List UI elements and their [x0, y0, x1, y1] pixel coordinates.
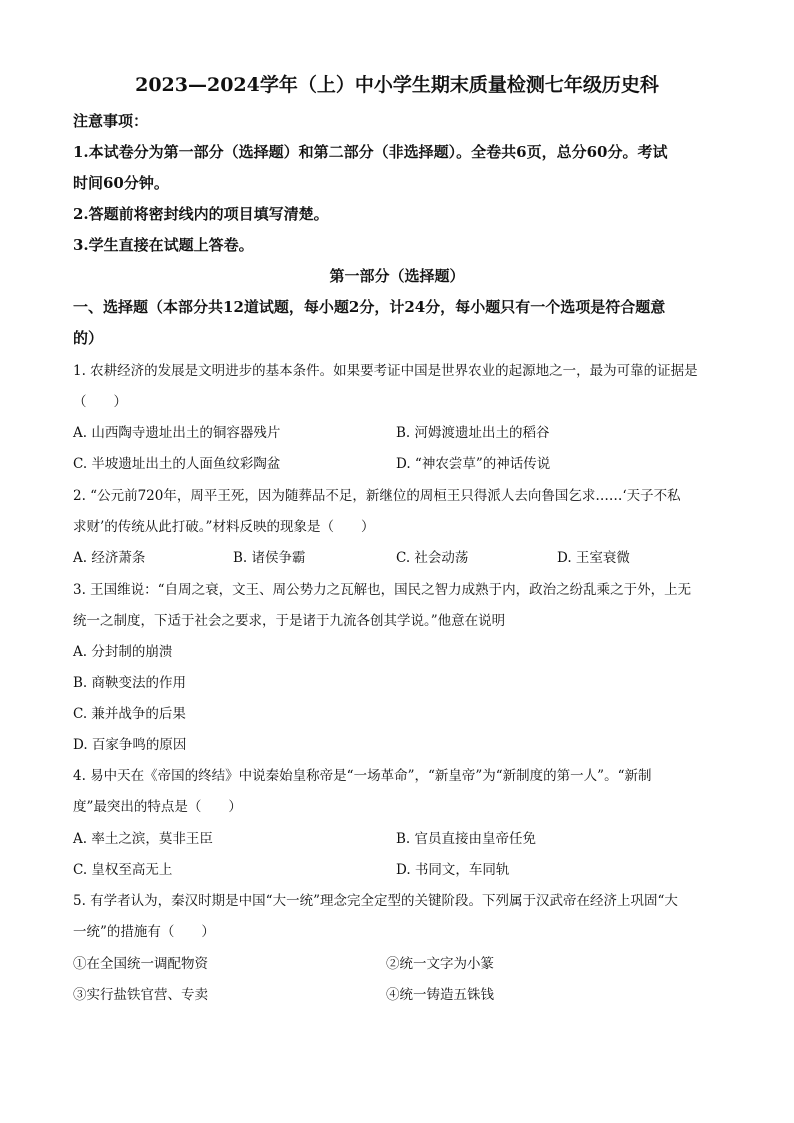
- option-b: B. 河姆渡遗址出土的稻谷: [396, 425, 550, 441]
- section-heading: 一、选择题（本部分共12道试题，每小题2分，计24分，每小题只有一个选项是符合题意: [73, 298, 666, 316]
- statement-4: ④统一铸造五铢钱: [386, 987, 494, 1003]
- notes-heading: 注意事项：: [73, 112, 149, 130]
- question-stem: （ ）: [73, 394, 127, 410]
- option-d: D. “神农尝草”的神话传说: [396, 456, 551, 472]
- question-stem: 3. 王国维说：“自周之衰，文王、周公势力之瓦解也，国民之智力成熟于内，政治之纷乱乘之于外，上无: [73, 582, 692, 598]
- option-a: A. 分封制的崩溃: [73, 644, 173, 660]
- question-stem: 求财’的传统从此打破。”材料反映的现象是（ ）: [73, 519, 375, 535]
- note-line: 2.答题前将密封线内的项目填写清楚。: [73, 205, 329, 223]
- question-stem: 1. 农耕经济的发展是文明进步的基本条件。如果要考证中国是世界农业的起源地之一，最为可靠的证据是: [73, 363, 698, 379]
- option-d: D. 王室衰微: [557, 550, 630, 566]
- option-c: C. 半坡遗址出土的人面鱼纹彩陶盆: [73, 456, 281, 472]
- option-a: A. 率土之滨，莫非王臣: [73, 831, 213, 847]
- question-stem: 5. 有学者认为，秦汉时期是中国“大一统”理念完全定型的关键阶段。下列属于汉武帝在经济上巩固“大: [73, 893, 678, 909]
- exam-title: 2023—2024学年（上）中小学生期末质量检测七年级历史科: [135, 74, 659, 96]
- option-d: D. 书同文，车同轨: [396, 862, 510, 878]
- option-c: C. 皇权至高无上: [73, 862, 173, 878]
- option-d: D. 百家争鸣的原因: [73, 737, 187, 753]
- note-line: 时间60分钟。: [73, 174, 169, 192]
- statement-1: ①在全国统一调配物资: [73, 956, 208, 972]
- statement-3: ③实行盐铁官营、专卖: [73, 987, 208, 1003]
- section-heading: 的）: [73, 329, 104, 347]
- note-line: 3.学生直接在试题上答卷。: [73, 236, 254, 254]
- option-c: C. 兼并战争的后果: [73, 706, 186, 722]
- question-stem: 4. 易中天在《帝国的终结》中说秦始皇称帝是“一场革命”，“新皇帝”为“新制度的第一人”。“新制: [73, 768, 652, 784]
- statement-2: ②统一文字为小篆: [386, 956, 494, 972]
- note-line: 1.本试卷分为第一部分（选择题）和第二部分（非选择题）。全卷共6页，总分60分。考试: [73, 143, 668, 161]
- question-stem: 一统”的措施有（ ）: [73, 924, 215, 940]
- question-stem: 统一之制度，下适于社会之要求，于是诸于九流各创其学说。”他意在说明: [73, 613, 506, 629]
- option-a: A. 经济萧条: [73, 550, 146, 566]
- option-b: B. 官员直接由皇帝任免: [396, 831, 537, 847]
- question-stem: 2. “公元前720年，周平王死，因为随葬品不足，新继位的周桓王只得派人去向鲁国乞求……‘天子不私: [73, 488, 681, 504]
- option-c: C. 社会动荡: [396, 550, 469, 566]
- question-stem: 度”最突出的特点是（ ）: [73, 799, 242, 815]
- option-a: A. 山西陶寺遗址出土的铜容器残片: [73, 425, 281, 441]
- part1-title: 第一部分（选择题）: [329, 267, 465, 285]
- option-b: B. 商鞅变法的作用: [73, 675, 187, 691]
- option-b: B. 诸侯争霸: [233, 550, 306, 566]
